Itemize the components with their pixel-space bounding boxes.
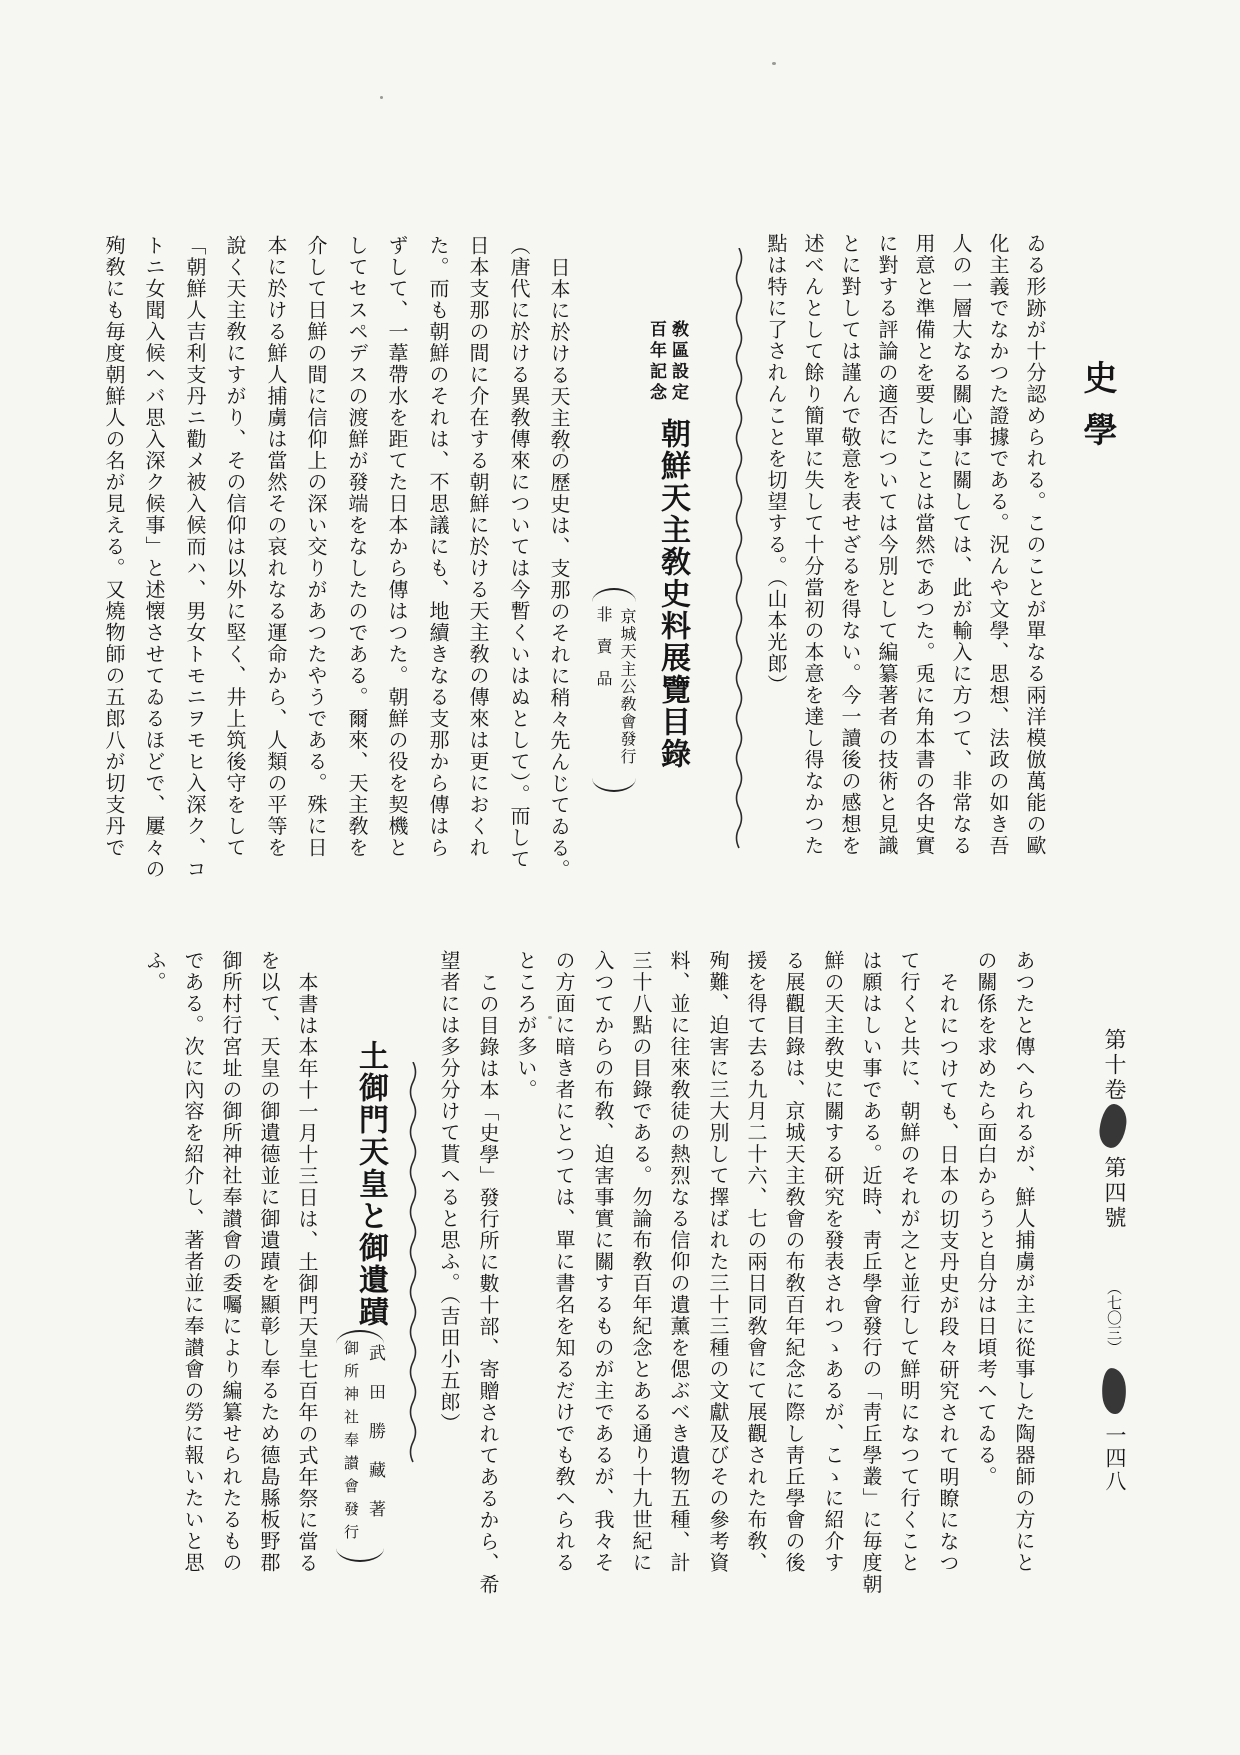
text-column: 入つてからの布敎、迫害事實に關するものが主であるが、我々そ [591,950,613,1574]
text-column: 人の一層大なる關心事に關しては、此が輸入に方つて、非常なる [949,233,971,857]
text-column: （唐代に於ける異敎傳來については今暫くいはぬとして）。而して [507,235,529,870]
issue-volume: 第十卷 [1102,1028,1127,1103]
text-column: に對する評論の適否については今別として編纂著者の技術と見識 [875,233,897,857]
issue-page-number: 一四八 [1103,1424,1127,1493]
text-column: 本書は本年十一月十三日は、土御門天皇七百年の式年祭に當る [295,972,317,1574]
text-column: してセスペデスの渡鮮が發端をなしたのである。爾來、天主敎を [345,235,367,859]
text-column: 殉難、迫害に三大別して擇ばれた三十三種の文獻及びその參考資 [706,950,728,1574]
scan-speck [380,96,383,99]
text-column: の關係を求めたら面白からうと自分は日頃考へてゐる。 [974,950,996,1488]
text-column: 御所村行宮址の御所神社奉讃會の委囑により編纂せられたるもの [219,950,241,1574]
text-column: トニ女聞入候ヘバ思入深ク候事」と述懐させてゐるほどで、屢々の [142,235,164,880]
text-column: 「朝鮮人吉利支丹ニ勸メ被入候而ハ、男女トモニヲモヒ入深ク、コ [183,235,205,880]
review-occasion-line: 百年記念 [647,320,666,404]
text-column: た。而も朝鮮のそれは、不思議にも、地續きなる支那から傳はら [426,235,448,859]
ink-smudge [1100,1367,1128,1415]
text-column: 鮮の天主敎史に關する研究を發表されつゝあるが、こゝに紹介す [821,950,843,1574]
text-column: 望者には多分分けて貰へると思ふ。（吉田小五郎） [437,950,459,1435]
text-column: ゐる形跡が十分認められる。このことが單なる兩洋模倣萬能の歐 [1023,233,1045,857]
text-column: 用意と準備とを要したことは當然であつた。兎に角本書の各史實 [912,233,934,857]
publisher-note: 御所神社奉讃會發行 [342,1340,358,1547]
text-column: 料、並に往來敎徒の熱烈なる信仰の遺薰を偲ぶべき遺物五種、計 [667,950,689,1574]
issue-number: 第四號 [1102,1156,1127,1231]
text-column: ふ。 [143,950,165,993]
text-column: る展觀目錄は、京城天主敎會の布敎百年紀念に際し靑丘學會の後 [782,950,804,1574]
text-column: 本に於ける鮮人捕虜は當然その哀れなる運命から、人類の平等を [264,235,286,859]
vertical-paren-close [336,1548,384,1562]
issue-page-paren: （七〇三） [1105,1280,1121,1355]
wavy-separator [734,248,744,858]
text-column: 三十八點の目錄である。勿論布敎百年紀念とある通り十九世紀に [629,950,651,1574]
text-column: 援を得て去る九月二十六、七の兩日同敎會にて展觀された布敎、 [744,950,766,1574]
text-column: 述べんとして餘り簡單に失して十分當初の本意を達し得なかつた [801,233,823,857]
scan-speck [772,62,776,65]
review-title-tsuchimikado: 土御門天皇と御遺蹟 [354,1040,387,1328]
text-column: とに對しては謹んで敬意を表せざるを得ない。今一讀後の感想を [838,233,860,857]
text-column: て行くと共に、朝鮮のそれが之と並行して鮮明になつて行くこと [897,950,919,1574]
text-column: を以て、天皇の御遺德並に御遺蹟を顯彰し奉るため德島縣板野郡 [257,950,279,1574]
text-column: それにつけても、日本の切支丹史が段々研究されて明瞭になつ [936,972,958,1574]
review-occasion-line: 敎區設定 [669,320,688,404]
text-column: の方面に暗き者にとつては、單に書名を知るだけでも敎へられる [552,950,574,1574]
text-column: 殉敎にも毎度朝鮮人の名が見える。又燒物師の五郎八が切支丹で [102,235,124,859]
text-column: ずして、一葦帶水を距てた日本から傳はつた。朝鮮の役を契機と [385,235,407,859]
review-title-korea: 朝鮮天主敎史料展覽目錄 [656,418,689,770]
text-column: 日本支那の間に介在する朝鮮に於ける天主敎の傳來は更におくれ [466,235,488,859]
text-column: ところが多い。 [514,950,536,1101]
vertical-paren-open [592,588,636,602]
text-column: 介して日鮮の間に信仰上の深い交りがあつたやうである。殊に日 [304,235,326,859]
text-column: は願はしい事である。近時、靑丘學會發行の「靑丘學叢」に毎度朝 [859,950,881,1595]
wavy-separator [408,1062,418,1477]
sale-note: 非賣品 [594,606,611,702]
text-column: この目錄は本「史學」發行所に數十部、寄贈されてあるから、希 [476,972,498,1596]
author-note: 武田勝藏著 [366,1344,385,1539]
vertical-paren-close [592,778,636,792]
text-column: あつたと傳へられるが、鮮人捕虜が主に從事した陶器師の方にと [1012,950,1034,1574]
publisher-note: 京城天主公敎會發行 [618,608,635,766]
journal-title: 史學 [1078,360,1115,464]
ink-smudge [1098,1103,1128,1149]
text-column: である。次に內容を紹介し、著者並に奉讃會の勞に報いたいと思 [181,950,203,1574]
text-column: 點は特に了されんことを切望する。（山本光郎） [764,233,786,696]
text-column: 日本に於ける天主敎の歷史は、支那のそれに稍々先んじてゐる。 [547,257,569,881]
text-column: 說く天主敎にすがり、その信仰は以外に堅く、井上筑後守をして [223,235,245,859]
text-column: 化主義でなかつた證據である。況んや文學、思想、法政の如き吾 [986,233,1008,857]
